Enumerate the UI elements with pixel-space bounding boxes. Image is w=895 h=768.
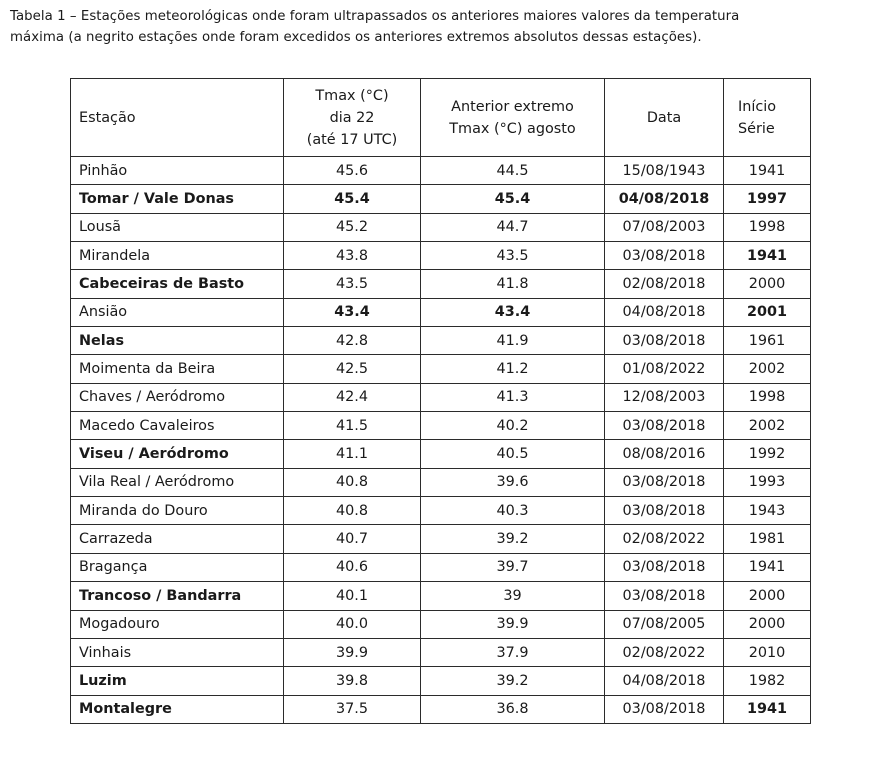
table-row bbox=[71, 270, 811, 298]
date-cell: 03/08/2018 bbox=[605, 497, 724, 525]
table-row bbox=[71, 412, 811, 440]
series-start-cell: 1982 bbox=[724, 667, 811, 695]
date-cell: 03/08/2018 bbox=[605, 468, 724, 496]
table-row bbox=[71, 383, 811, 411]
header-tmax-line-1: Tmax (°C) bbox=[315, 87, 389, 104]
previous-extreme-cell: 40.5 bbox=[421, 440, 605, 468]
tmax-cell: 39.9 bbox=[284, 638, 421, 666]
table-row bbox=[71, 157, 811, 185]
table-row bbox=[71, 213, 811, 241]
previous-extreme-cell: 39.9 bbox=[421, 610, 605, 638]
date-cell: 03/08/2018 bbox=[605, 553, 724, 581]
series-start-cell: 1997 bbox=[724, 185, 811, 213]
header-anterior-line-2: Tmax (°C) agosto bbox=[449, 120, 576, 137]
header-tmax bbox=[284, 79, 421, 157]
date-cell: 02/08/2022 bbox=[605, 638, 724, 666]
series-start-cell: 1943 bbox=[724, 497, 811, 525]
date-cell: 15/08/1943 bbox=[605, 157, 724, 185]
date-cell: 08/08/2016 bbox=[605, 440, 724, 468]
table-row bbox=[71, 497, 811, 525]
station-cell: Trancoso / Bandarra bbox=[71, 582, 284, 610]
table-row bbox=[71, 327, 811, 355]
table-row bbox=[71, 525, 811, 553]
previous-extreme-cell: 40.2 bbox=[421, 412, 605, 440]
tmax-cell: 43.4 bbox=[284, 298, 421, 326]
tmax-cell: 40.7 bbox=[284, 525, 421, 553]
date-cell: 02/08/2022 bbox=[605, 525, 724, 553]
previous-extreme-cell: 44.7 bbox=[421, 213, 605, 241]
station-cell: Ansião bbox=[71, 298, 284, 326]
date-cell: 12/08/2003 bbox=[605, 383, 724, 411]
date-cell: 03/08/2018 bbox=[605, 242, 724, 270]
series-start-cell: 1998 bbox=[724, 383, 811, 411]
previous-extreme-cell: 45.4 bbox=[421, 185, 605, 213]
tmax-cell: 41.1 bbox=[284, 440, 421, 468]
station-cell: Lousã bbox=[71, 213, 284, 241]
station-cell: Mirandela bbox=[71, 242, 284, 270]
series-start-cell: 2000 bbox=[724, 582, 811, 610]
tmax-cell: 40.0 bbox=[284, 610, 421, 638]
tmax-cell: 42.8 bbox=[284, 327, 421, 355]
series-start-cell: 1981 bbox=[724, 525, 811, 553]
station-cell: Pinhão bbox=[71, 157, 284, 185]
table-body bbox=[71, 157, 811, 724]
date-cell: 03/08/2018 bbox=[605, 327, 724, 355]
previous-extreme-cell: 43.5 bbox=[421, 242, 605, 270]
table-row bbox=[71, 185, 811, 213]
previous-extreme-cell: 40.3 bbox=[421, 497, 605, 525]
previous-extreme-cell: 41.8 bbox=[421, 270, 605, 298]
tmax-cell: 45.2 bbox=[284, 213, 421, 241]
previous-extreme-cell: 41.9 bbox=[421, 327, 605, 355]
date-cell: 04/08/2018 bbox=[605, 667, 724, 695]
header-inicio-line-2: Série bbox=[738, 120, 775, 137]
previous-extreme-cell: 39.7 bbox=[421, 553, 605, 581]
table-row bbox=[71, 638, 811, 666]
table-row bbox=[71, 298, 811, 326]
table-row bbox=[71, 582, 811, 610]
header-anterior-extremo bbox=[421, 79, 605, 157]
series-start-cell: 2002 bbox=[724, 412, 811, 440]
table-row bbox=[71, 695, 811, 723]
date-cell: 04/08/2018 bbox=[605, 298, 724, 326]
series-start-cell: 2001 bbox=[724, 298, 811, 326]
table-row bbox=[71, 355, 811, 383]
station-cell: Moimenta da Beira bbox=[71, 355, 284, 383]
previous-extreme-cell: 41.3 bbox=[421, 383, 605, 411]
station-cell: Viseu / Aeródromo bbox=[71, 440, 284, 468]
series-start-cell: 2000 bbox=[724, 270, 811, 298]
table-row bbox=[71, 667, 811, 695]
previous-extreme-cell: 39 bbox=[421, 582, 605, 610]
date-cell: 04/08/2018 bbox=[605, 185, 724, 213]
date-cell: 03/08/2018 bbox=[605, 582, 724, 610]
previous-extreme-cell: 43.4 bbox=[421, 298, 605, 326]
station-cell: Vila Real / Aeródromo bbox=[71, 468, 284, 496]
header-data-line: Data bbox=[646, 109, 682, 126]
previous-extreme-cell: 39.2 bbox=[421, 525, 605, 553]
date-cell: 07/08/2003 bbox=[605, 213, 724, 241]
header-estacao-line: Estação bbox=[79, 109, 136, 126]
previous-extreme-cell: 37.9 bbox=[421, 638, 605, 666]
table-row bbox=[71, 610, 811, 638]
date-cell: 03/08/2018 bbox=[605, 695, 724, 723]
tmax-cell: 40.8 bbox=[284, 468, 421, 496]
date-cell: 03/08/2018 bbox=[605, 412, 724, 440]
station-cell: Cabeceiras de Basto bbox=[71, 270, 284, 298]
date-cell: 07/08/2005 bbox=[605, 610, 724, 638]
tmax-cell: 42.4 bbox=[284, 383, 421, 411]
header-tmax-line-2: dia 22 bbox=[329, 109, 375, 126]
header-tmax-line-3: (até 17 UTC) bbox=[306, 131, 398, 148]
series-start-cell: 1941 bbox=[724, 157, 811, 185]
station-cell: Chaves / Aeródromo bbox=[71, 383, 284, 411]
previous-extreme-cell: 41.2 bbox=[421, 355, 605, 383]
table-row bbox=[71, 440, 811, 468]
series-start-cell: 1998 bbox=[724, 213, 811, 241]
series-start-cell: 1993 bbox=[724, 468, 811, 496]
series-start-cell: 1941 bbox=[724, 242, 811, 270]
series-start-cell: 2000 bbox=[724, 610, 811, 638]
tmax-cell: 42.5 bbox=[284, 355, 421, 383]
tmax-cell: 37.5 bbox=[284, 695, 421, 723]
tmax-cell: 45.6 bbox=[284, 157, 421, 185]
tmax-cell: 40.1 bbox=[284, 582, 421, 610]
tmax-cell: 40.8 bbox=[284, 497, 421, 525]
header-data bbox=[605, 79, 724, 157]
tmax-cell: 43.5 bbox=[284, 270, 421, 298]
series-start-cell: 1941 bbox=[724, 553, 811, 581]
tmax-cell: 45.4 bbox=[284, 185, 421, 213]
station-cell: Mogadouro bbox=[71, 610, 284, 638]
station-cell: Luzim bbox=[71, 667, 284, 695]
previous-extreme-cell: 44.5 bbox=[421, 157, 605, 185]
series-start-cell: 2010 bbox=[724, 638, 811, 666]
tmax-cell: 40.6 bbox=[284, 553, 421, 581]
tmax-cell: 41.5 bbox=[284, 412, 421, 440]
station-cell: Bragança bbox=[71, 553, 284, 581]
table-row bbox=[71, 242, 811, 270]
station-cell: Montalegre bbox=[71, 695, 284, 723]
caption-line-1: Tabela 1 – Estações meteorológicas onde foram ultrapassados os anteriores maiores valores da temperatura bbox=[10, 9, 740, 24]
header-estacao bbox=[71, 79, 284, 157]
header-inicio-serie bbox=[724, 79, 811, 157]
series-start-cell: 1992 bbox=[724, 440, 811, 468]
table-caption bbox=[10, 6, 890, 48]
date-cell: 02/08/2018 bbox=[605, 270, 724, 298]
table-header-row bbox=[71, 79, 811, 157]
previous-extreme-cell: 39.6 bbox=[421, 468, 605, 496]
caption-line-2: máxima (a negrito estações onde foram excedidos os anteriores extremos absolutos dessas estações). bbox=[10, 30, 702, 45]
tmax-cell: 43.8 bbox=[284, 242, 421, 270]
header-anterior-line-1: Anterior extremo bbox=[451, 98, 574, 115]
station-cell: Nelas bbox=[71, 327, 284, 355]
station-cell: Carrazeda bbox=[71, 525, 284, 553]
station-cell: Vinhais bbox=[71, 638, 284, 666]
table-row bbox=[71, 468, 811, 496]
table-row bbox=[71, 553, 811, 581]
station-cell: Miranda do Douro bbox=[71, 497, 284, 525]
stations-table bbox=[70, 78, 811, 724]
tmax-cell: 39.8 bbox=[284, 667, 421, 695]
previous-extreme-cell: 39.2 bbox=[421, 667, 605, 695]
station-cell: Macedo Cavaleiros bbox=[71, 412, 284, 440]
series-start-cell: 1941 bbox=[724, 695, 811, 723]
series-start-cell: 1961 bbox=[724, 327, 811, 355]
previous-extreme-cell: 36.8 bbox=[421, 695, 605, 723]
station-cell: Tomar / Vale Donas bbox=[71, 185, 284, 213]
header-inicio-line-1: Início bbox=[738, 98, 777, 115]
series-start-cell: 2002 bbox=[724, 355, 811, 383]
date-cell: 01/08/2022 bbox=[605, 355, 724, 383]
